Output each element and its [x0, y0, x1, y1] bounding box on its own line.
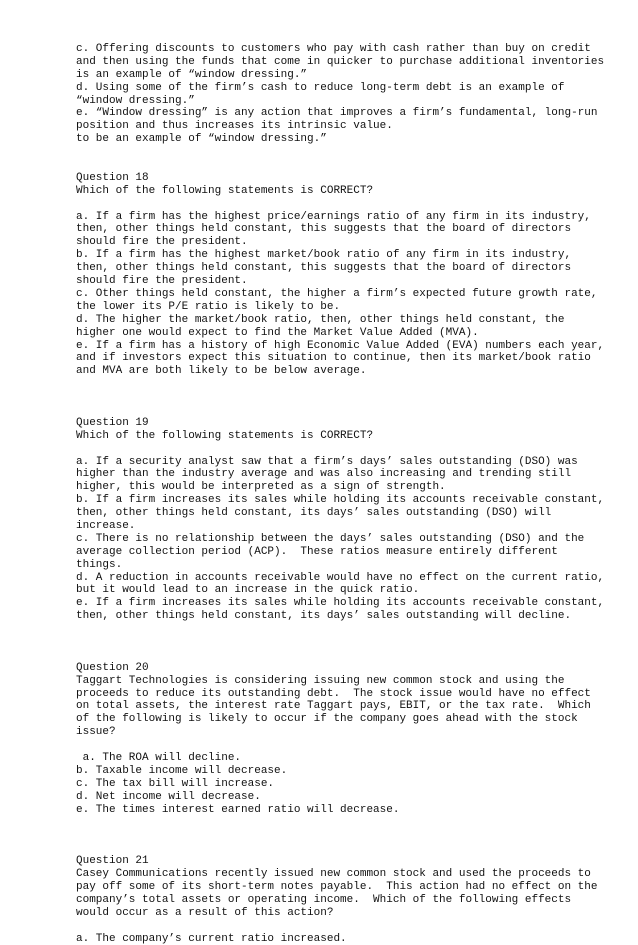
answer-line: b. If a firm increases its sales while holding its accounts receivable constant,	[76, 494, 605, 507]
answer-line: the lower its P/E ratio is likely to be.	[76, 300, 341, 313]
question-prompt: Which of the following statements is CORRECT?	[76, 429, 374, 442]
answer-line: a. If a security analyst saw that a firm’s days’ sales outstanding (DSO) was	[76, 455, 578, 468]
question-prompt-line: issue?	[76, 726, 116, 739]
text-line: to be an example of “window dressing.”	[76, 133, 327, 146]
answer-line: and MVA are both likely to be below average.	[76, 365, 367, 378]
answer-line: a. If a firm has the highest price/earnings ratio of any firm in its industry,	[76, 210, 591, 223]
answer-line: d. A reduction in accounts receivable would have no effect on the current ratio,	[76, 571, 605, 584]
answer-line: average collection period (ACP). These ratios measure entirely different	[76, 545, 558, 558]
answer-line: then, other things held constant, this suggests that the board of directors	[76, 262, 572, 275]
question-prompt-line: company’s total assets or operating income. Which of the following effects	[76, 893, 572, 906]
answer-line: things.	[76, 558, 123, 571]
answer-option: e. The times interest earned ratio will decrease.	[76, 803, 400, 816]
text-line: d. Using some of the firm’s cash to reduce long-term debt is an example of	[76, 81, 565, 94]
answer-option: a. The company’s current ratio increased.	[76, 932, 347, 945]
question-21	[76, 855, 598, 945]
answer-line: higher one would expect to find the Market Value Added (MVA).	[76, 326, 479, 339]
answer-line: e. If a firm has a history of high Economic Value Added (EVA) numbers each year,	[76, 339, 605, 352]
answer-line: d. The higher the market/book ratio, then, other things held constant, the	[76, 313, 565, 326]
answer-option: d. Net income will decrease.	[76, 790, 261, 803]
answer-line: should fire the president.	[76, 275, 248, 288]
answer-option: b. Taxable income will decrease.	[76, 764, 288, 777]
question-prompt: Which of the following statements is CORRECT?	[76, 184, 374, 197]
answer-option: a. The ROA will decline.	[76, 752, 242, 765]
question-19	[76, 416, 605, 623]
answer-option: c. The tax bill will increase.	[76, 777, 275, 790]
question-heading: Question 21	[76, 855, 149, 868]
question-heading: Question 18	[76, 171, 149, 184]
question-prompt-line: Taggart Technologies is considering issuing new common stock and using the	[76, 674, 565, 687]
question-heading: Question 20	[76, 661, 149, 674]
answer-line: and if investors expect this situation to continue, then its market/book ratio	[76, 352, 591, 365]
question-prompt-line: Casey Communications recently issued new common stock and used the proceeds to	[76, 868, 591, 881]
answer-line: then, other things held constant, its days’ sales outstanding will decline.	[76, 610, 572, 623]
answer-line: then, other things held constant, this suggests that the board of directors	[76, 223, 572, 236]
answer-line: higher than the industry average and was also increasing and trending still	[76, 468, 572, 481]
question-18	[76, 171, 605, 378]
question-20	[76, 662, 598, 817]
question-prompt-line: of the following is likely to occur if the company goes ahead with the stock	[76, 713, 578, 726]
intro-block	[76, 43, 605, 146]
answer-line: then, other things held constant, its days’ sales outstanding (DSO) will	[76, 507, 552, 520]
text-line: c. Offering discounts to customers who pay with cash rather than buy on credit	[76, 43, 591, 55]
answer-line: e. If a firm increases its sales while holding its accounts receivable constant,	[76, 597, 605, 610]
answer-line: c. There is no relationship between the days’ sales outstanding (DSO) and the	[76, 532, 585, 545]
text-line: position and thus increases its intrinsic value.	[76, 120, 393, 133]
question-prompt-line: on total assets, the interest rate Taggart pays, EBIT, or the tax rate. Which	[76, 700, 591, 713]
text-line: and then using the funds that come in quicker to purchase additional inventories	[76, 55, 605, 68]
text-line: “window dressing.”	[76, 94, 195, 107]
answer-line: b. If a firm has the highest market/book ratio of any firm in its industry,	[76, 249, 572, 262]
question-heading: Question 19	[76, 416, 149, 429]
question-prompt-line: pay off some of its short-term notes payable. This action had no effect on the	[76, 880, 598, 893]
answer-line: higher, this would be interpreted as a sign of strength.	[76, 481, 446, 494]
answer-line: c. Other things held constant, the higher a firm’s expected future growth rate,	[76, 287, 598, 300]
answer-line: but it would lead to an increase in the quick ratio.	[76, 584, 420, 597]
text-line: e. “Window dressing” is any action that improves a firm’s fundamental, long-run	[76, 107, 598, 120]
question-prompt-line: would occur as a result of this action?	[76, 906, 334, 919]
answer-line: should fire the president.	[76, 236, 248, 249]
text-line: is an example of “window dressing.”	[76, 68, 308, 81]
answer-line: increase.	[76, 519, 136, 532]
question-prompt-line: proceeds to reduce its outstanding debt. The stock issue would have no effect	[76, 687, 591, 700]
